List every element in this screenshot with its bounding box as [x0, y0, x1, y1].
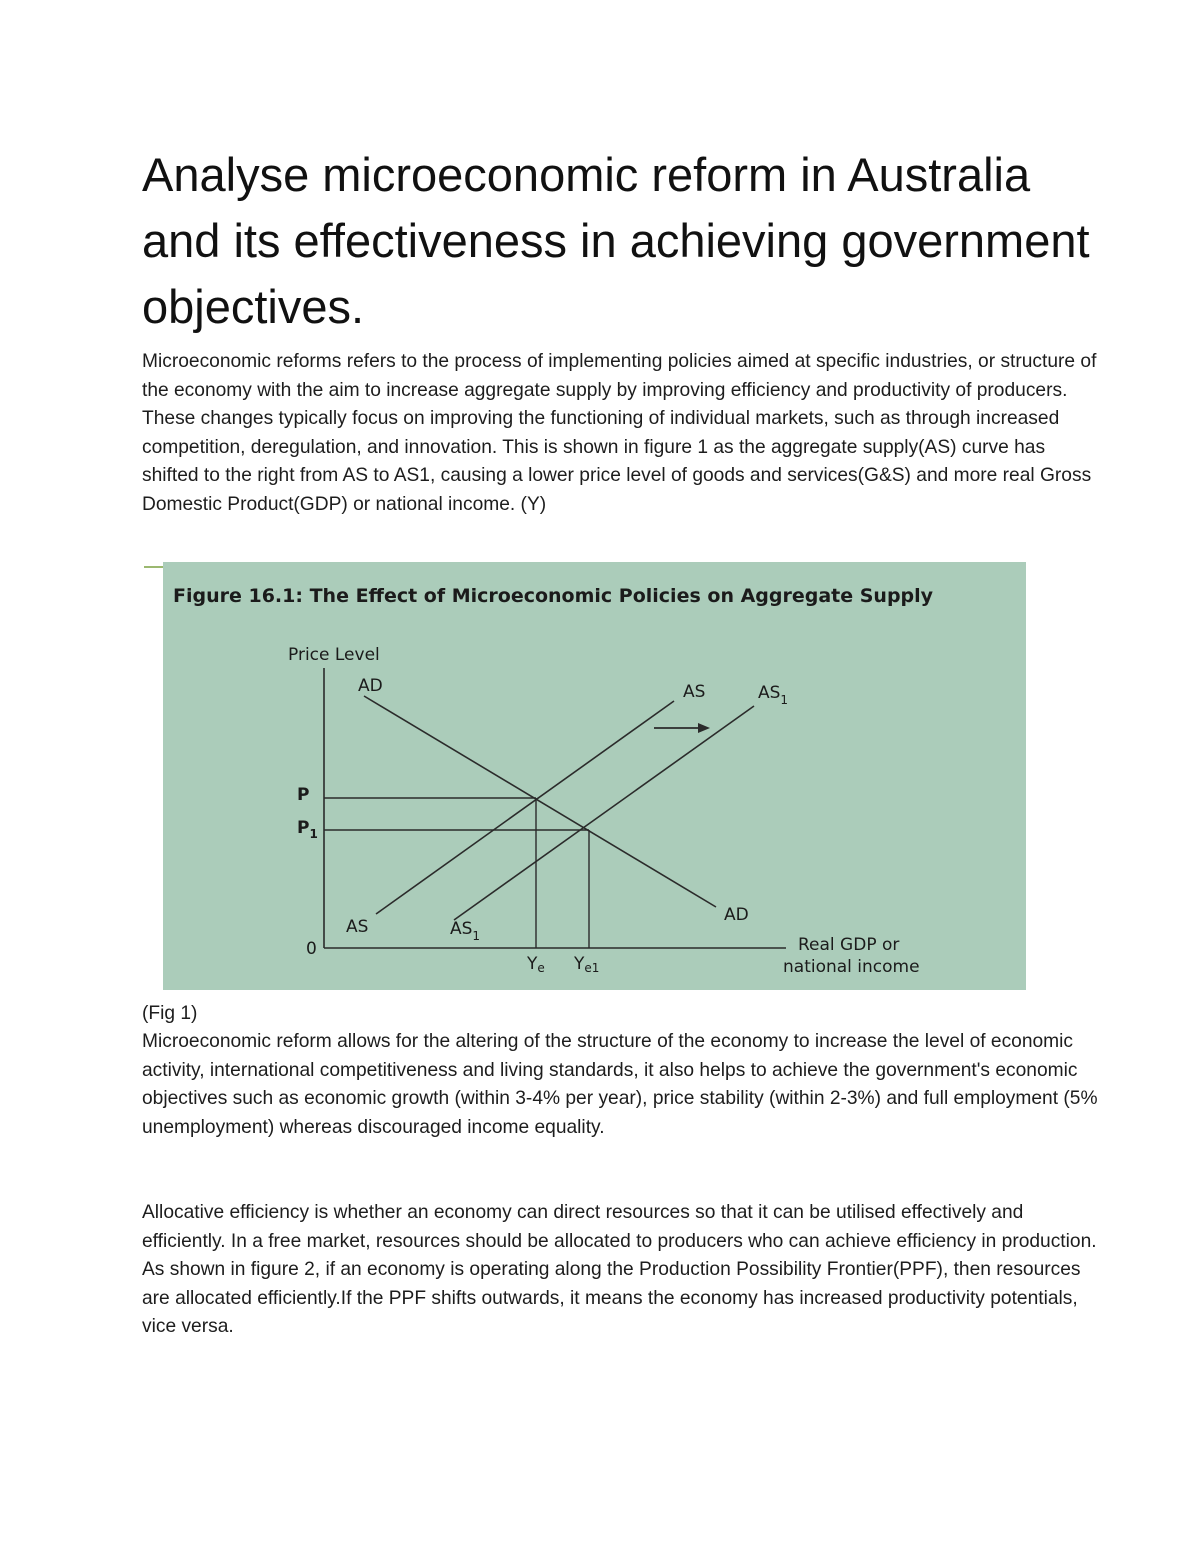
ad-bottom-label: AD: [724, 905, 749, 925]
ad-top-label: AD: [358, 676, 383, 696]
as1-bottom-label: $AS_1$: [450, 919, 481, 943]
figure-graph: [144, 552, 1026, 992]
x-axis-label-line1: Real GDP or: [798, 935, 900, 955]
ye1-label: Ye1: [574, 954, 600, 975]
as1-top-label: $AS_1$: [758, 683, 789, 707]
p-label: P: [297, 785, 310, 805]
p1-label: $P_1$: [297, 818, 318, 841]
as-top-label: AS: [683, 682, 706, 702]
figure-background: [163, 562, 1026, 990]
ye-label: Ye: [527, 954, 545, 975]
objectives-paragraph: Microeconomic reform allows for the altering of the structure of the economy to increase the level of economic activity, international competitiveness and living standards, it also helps to achieve the government's economic objectives such as economic growth (within 3-4% per year), price stability (within 2-3%) and full employment (5% unemployment) whereas discouraged income equality.: [142, 1031, 1098, 1138]
y-axis-label: Price Level: [288, 645, 380, 665]
allocative-efficiency-paragraph: Allocative efficiency is whether an economy can direct resources so that it can be utilised effectively and efficiently. In a free market, resources should be allocated to producers who can achieve efficiency in production. As shown in figure 2, if an economy is operating along the Production Possibility Frontier(PPF), then resources are allocated efficiently.If the PPF shifts outwards, it means the economy has increased productivity potentials, vice versa.: [142, 1202, 1097, 1338]
page-title: Analyse microeconomic reform in Australia and its effectiveness in achieving government objectives.: [142, 148, 1090, 333]
origin-label: 0: [306, 939, 317, 959]
as-bottom-label: AS: [346, 917, 369, 937]
x-axis-label-line2: national income: [783, 957, 920, 977]
figure-heading: Figure 16.1: The Effect of Microeconomic Policies on Aggregate Supply: [173, 585, 934, 607]
intro-paragraph: Microeconomic reforms refers to the process of implementing policies aimed at specific industries, or structure of the economy with the aim to increase aggregate supply by improving efficiency and productivity of producers. These changes typically focus on improving the functioning of individual markets, such as through increased competition, deregulation, and innovation. This is shown in figure 1 as the aggregate supply(AS) curve has shifted to the right from AS to AS1, causing a lower price level of goods and services(G&S) and more real Gross Domestic Product(GDP) or national income. (Y): [142, 351, 1097, 515]
figure-aggregate-supply: [144, 552, 1026, 992]
figure-caption: (Fig 1): [142, 1003, 198, 1024]
